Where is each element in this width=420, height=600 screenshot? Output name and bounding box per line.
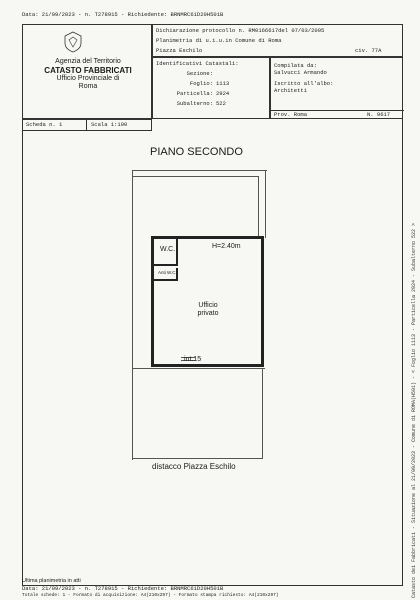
- subalterno-value: 522: [216, 100, 226, 107]
- declaration-block: [152, 24, 403, 57]
- agency-block: [22, 24, 152, 119]
- compiler-block: [270, 57, 403, 119]
- building-outline-bottom-right: [262, 368, 263, 458]
- wc-label: W.C.: [160, 246, 176, 253]
- cadastral-heading: Identificativi Catastali:: [156, 60, 239, 67]
- sheet-row: [22, 119, 152, 131]
- declaration-civ: civ. 77A: [355, 47, 382, 54]
- emblem-icon: [63, 31, 83, 53]
- footer-note: Ultima planimetria in atti: [22, 578, 81, 584]
- agency-name: Agenzia del Territorio: [55, 58, 121, 65]
- wc-wall: [176, 239, 178, 265]
- building-outline-top-inner: [132, 176, 258, 177]
- height-label: H=2.40m: [212, 243, 241, 250]
- compiler-number: N. 9617: [367, 111, 391, 118]
- foglio-value: 1113: [216, 80, 230, 87]
- building-outline-left: [132, 170, 133, 460]
- distance-label: distacco Piazza Eschilo: [152, 462, 236, 471]
- compiler-heading: Compilata da:: [274, 62, 317, 69]
- room-name-line1: Ufficio: [198, 302, 218, 309]
- sheet-number: Scheda n. 1: [26, 121, 63, 128]
- declaration-planimetry: Planimetria di u.i.u.in Comune di Roma: [156, 37, 282, 44]
- antiwc-wall-bottom: [154, 279, 178, 281]
- sheet-scale: Scala 1:100: [91, 121, 128, 128]
- header-stamp: Data: 21/09/2023 - n. T278915 - Richiedente: BRNMRC61D20H501B: [22, 11, 224, 18]
- building-outline-right: [258, 176, 259, 238]
- building-outline-bottom: [132, 368, 265, 369]
- sheet-divider: [86, 120, 87, 131]
- wc-wall-bottom: [154, 264, 178, 266]
- floor-title: PIANO SECONDO: [150, 146, 243, 158]
- agency-catasto: CATASTO FABBRICATI: [44, 66, 132, 75]
- footer-stamp: Data: 21/09/2023 - n. T278915 - Richiedente: BRNMRC61D20H501B: [22, 585, 224, 592]
- unit-wall-top: [151, 236, 264, 239]
- building-outline-top: [132, 170, 267, 171]
- unit-wall-right: [261, 236, 264, 367]
- room-name-line2: privato: [197, 310, 219, 317]
- compiler-name: Salvucci Armando: [274, 69, 327, 76]
- particella-value: 2924: [216, 90, 230, 97]
- room-label: [183, 302, 233, 318]
- anti-wc-label: Anti W.C.: [158, 270, 177, 275]
- cadastral-block: [152, 57, 270, 119]
- declaration-address: Piazza Eschilo: [156, 47, 203, 54]
- agency-city: Roma: [78, 83, 98, 90]
- declaration-protocol: Dichiarazione protocollo n. RM0166617del 07/03/2005: [156, 27, 325, 34]
- agency-office: Ufficio Provinciale di: [56, 75, 120, 82]
- building-outline-right-outer: [265, 170, 266, 238]
- register-value: Architetti: [274, 87, 308, 94]
- int-label: int.15: [184, 356, 202, 363]
- subalterno-label: Subalterno:: [176, 100, 213, 107]
- particella-label: Particella:: [176, 90, 213, 97]
- unit-wall-bottom: [151, 364, 264, 367]
- foglio-label: Foglio:: [189, 80, 213, 87]
- compiler-province: Prov. Roma: [274, 111, 308, 118]
- sezione-label: Sezione:: [186, 70, 213, 77]
- footer-totals: Totale schede: 1 - Formato di acquisizione: A4(210x297) - Formato stampa richiesto: A4(210x297): [22, 593, 279, 598]
- building-outline-base: [132, 458, 263, 459]
- side-catasto-text: Catasto dei Fabbricati - Situazione al 21/09/2023 - Comune di ROMA(H501) - < Foglio 1113 - Particella 2924 - Subalterno 522 >: [411, 222, 417, 598]
- unit-wall-left: [151, 236, 154, 366]
- register-label: Iscritto all'albo:: [274, 80, 334, 87]
